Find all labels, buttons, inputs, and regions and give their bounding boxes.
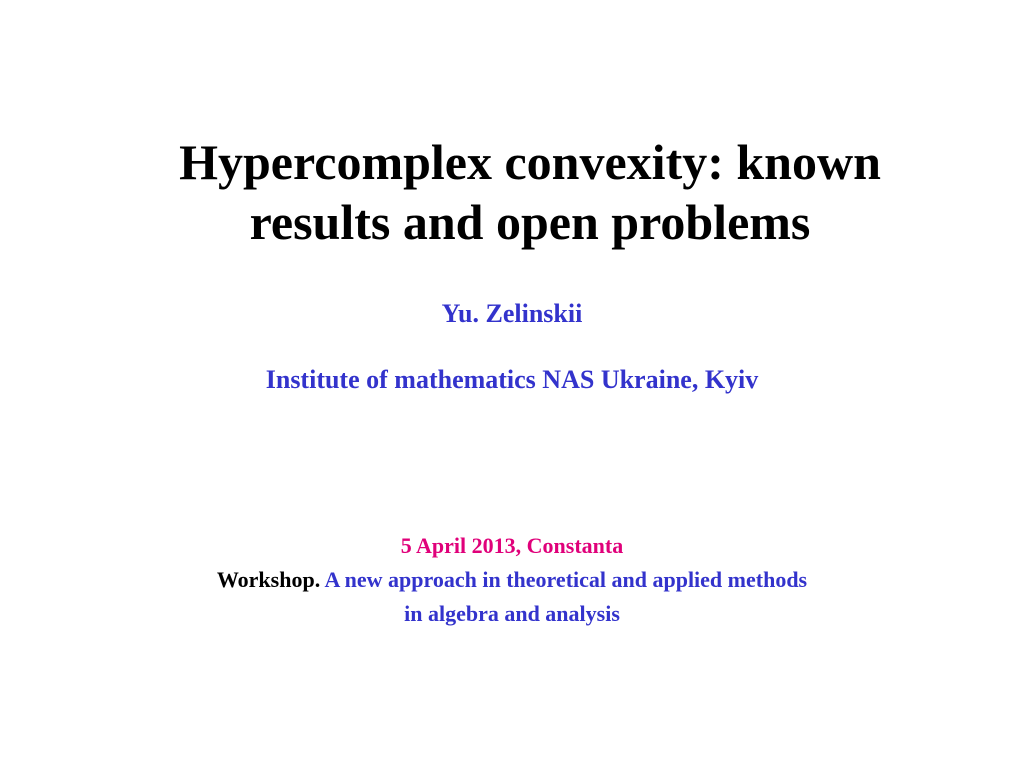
workshop-label: Workshop	[216, 567, 315, 592]
slide-title-line-1: Hypercomplex convexity: known	[179, 134, 881, 190]
workshop-line	[0, 566, 1024, 594]
event-date-location: 5 April 2013, Constanta	[400, 533, 624, 558]
workshop-title-line-1: A new approach in theoretical and applied methods	[324, 567, 808, 592]
author-name: Yu. Zelinskii	[441, 299, 583, 328]
slide-title	[100, 132, 960, 252]
workshop-separator: .	[314, 567, 325, 592]
author-institute: Institute of mathematics NAS Ukraine, Kyiv	[265, 365, 759, 394]
workshop-title-line-2: in algebra and analysis	[404, 601, 620, 626]
slide-title-line-2: results and open problems	[249, 194, 811, 250]
